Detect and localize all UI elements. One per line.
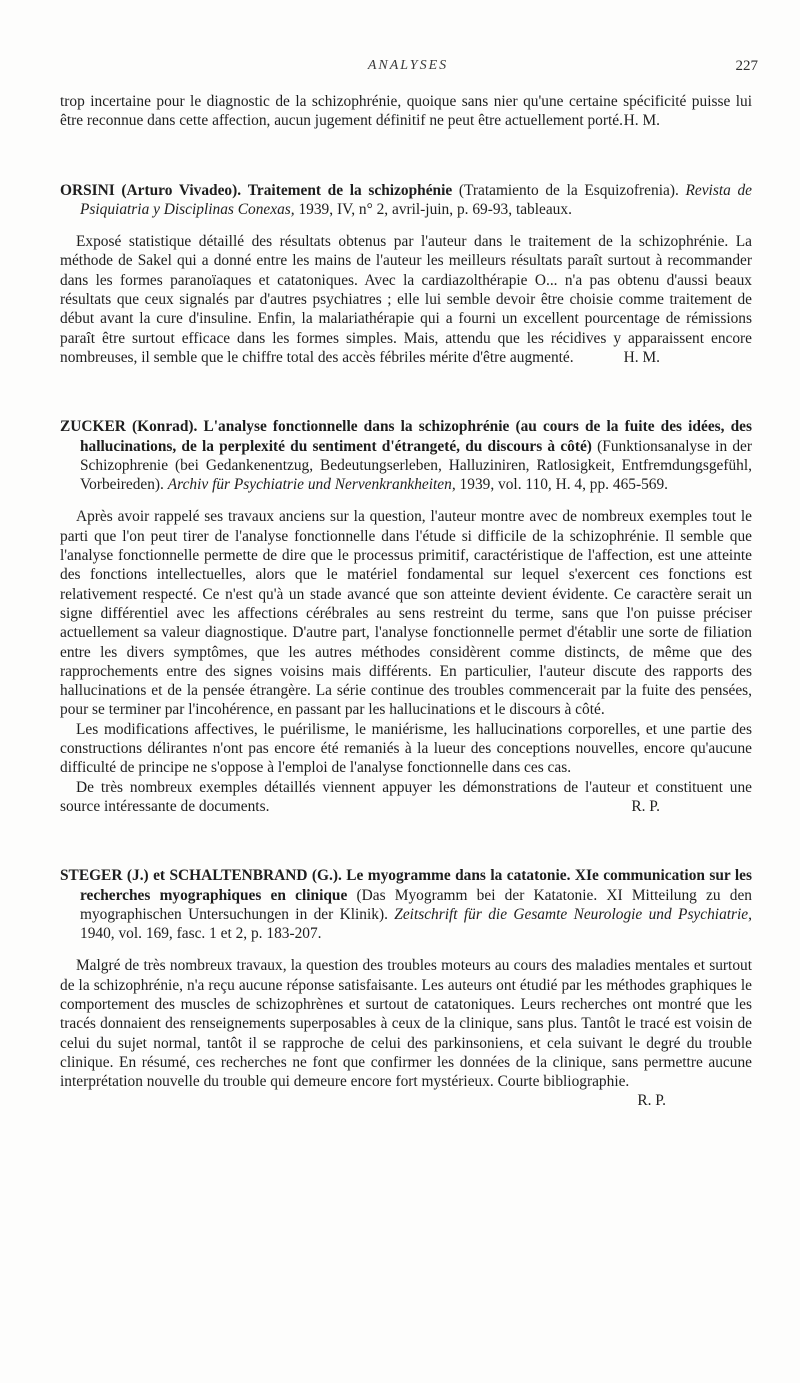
review-entry bbox=[60, 181, 752, 368]
entry-original-title: (Das Myogramm bei der Katatonie. XI Mitteilung zu den myographischen Untersuchungen in der Klinik). bbox=[80, 886, 752, 923]
page-number: 227 bbox=[735, 58, 758, 74]
continued-review bbox=[60, 92, 752, 131]
entry-paragraph-text: De très nombreux exemples détaillés viennent appuyer les démonstrations de l'auteur et constituent une source intéressante de documents. bbox=[60, 778, 752, 815]
page-body bbox=[60, 92, 752, 1111]
entry-paragraph: Après avoir rappelé ses travaux anciens sur la question, l'auteur montre avec de nombreux exemples tout le parti que l'on peut tirer de l'analyse fonctionnelle dans l'étude si difficile de la schizophrénie. Il semble que l'analyse fonctionnelle permette de dire que le processus primitif, caractéristique de l'affection, est une atteinte des fonctions intellectuelles, alors que le matériel fondamental sur lequel s'exercent ces fonctions est relativement respecté. Ce n'est qu'à un stade avancé que son atteinte devient évidente. Ce caractère serait un signe différentiel avec les affections cérébrales au sens restreint du terme, sans que l'on puisse préciser actuellement sa valeur diagnostique. D'autre part, l'analyse fonctionnelle permet d'établir une sorte de filiation entre les divers symptômes, que les autres méthodes considèrent comme distincts, de même que des rapprochements entre des signes voisins mais différents. En particulier, l'auteur discute des rapports des hallucinations et de la pensée étrangère. La série continue des troubles commencerait par la fuite des pensées, pour se terminer par l'incohérence, en passant par les hallucinations et le discours à côté. bbox=[60, 508, 752, 719]
review-signature: H. M. bbox=[623, 348, 660, 366]
entry-title: Le myogramme dans la catatonie. XIe communication sur les recherches myographiques en clinique bbox=[80, 867, 753, 904]
entry-title: L'analyse fonctionnelle dans la schizophrénie (au cours de la fuite des idées, des hallucinations, de la perplexité du sentiment d'étrangeté, du discours à côté) bbox=[80, 418, 752, 455]
running-title: ANALYSES bbox=[367, 58, 449, 73]
entry-author: STEGER (J.) et SCHALTENBRAND (G.). bbox=[60, 867, 342, 885]
review-signature: R. P. bbox=[631, 797, 660, 815]
entry-author: ZUCKER (Konrad). bbox=[60, 418, 198, 436]
entry-paragraph bbox=[60, 778, 752, 817]
entry-paragraph-text: Exposé statistique détaillé des résultats obtenus par l'auteur dans le traitement de la schizophrénie. La méthode de Sakel qui a donné entre les mains de l'auteur les meilleurs résultats paraît surtout à recommander dans les formes paranoïaques et catatoniques. Avec la cardiazolthérapie O... n'a pas obtenu d'aussi beaux résultats que ceux signalés par d'autres psychiatres ; elle lui semble devoir être choisie comme traitement de début avant la cure d'insuline. Enfin, la malariathérapie qui a fourni un excellent pourcentage de rémissions paraît être surtout efficace dans les formes simples. Mais, attendu que les récidives y apparaissent encore nombreuses, il semble que le chiffre total des accès fébriles mérite d'être augmenté. bbox=[60, 233, 752, 366]
entry-reference: 1939, vol. 110, H. 4, pp. 465-569. bbox=[459, 476, 669, 494]
entry-reference: 1939, IV, n° 2, avril-juin, p. 69-93, tableaux. bbox=[298, 200, 572, 218]
entry-citation bbox=[60, 181, 752, 220]
entry-author: ORSINI (Arturo Vivadeo). bbox=[60, 181, 242, 199]
entry-original-title: (Tratamiento de la Esquizofrenia). bbox=[458, 181, 679, 199]
entry-paragraph: Malgré de très nombreux travaux, la question des troubles moteurs au cours des maladies mentales et surtout de la schizophrénie, n'a reçu aucune réponse satisfaisante. Les auteurs ont étudié par les méthodes graphiques le comportement des muscles de schizophrènes et surtout de catatoniques. Leurs recherches ont montré que les tracés donnaient des renseignements superposables à ceux de la clinique, sans plus. Tantôt le tracé est voisin de celui du sujet normal, tantôt il se rapproche de celui des parkinsoniens, et cela suivant le degré du trouble clinique. En résumé, ces recherches ne font que confirmer les données de la clinique, sans permettre aucune interprétation nouvelle du trouble qui demeure encore fort mystérieux. Courte bibliographie. bbox=[60, 957, 752, 1091]
entry-paragraph: Les modifications affectives, le puérilisme, le maniérisme, les hallucinations corporelles, et une partie des constructions délirantes n'ont pas encore été remaniés à la lueur des conceptions nouvelles, encore qu'aucune difficulté de principe ne s'oppose à l'emploi de l'analyse fonctionnelle dans ces cas. bbox=[60, 720, 752, 777]
continued-text-body: trop incertaine pour le diagnostic de la schizophrénie, quoique sans nier qu'une certaine spécificité puisse lui être reconnue dans cette affection, aucun jugement définitif ne peut être actuellement porté. bbox=[60, 93, 752, 130]
entry-citation bbox=[60, 866, 752, 943]
entry-original-title: (Funktionsanalyse in der Schizophrenie (bei Gedankenentzug, Bedeutungserleben, Halluziniren, Ratlosigkeit, Entfremdungsgefühl, Vorbeireden). bbox=[80, 437, 753, 494]
entry-journal: Zeitschrift für die Gesamte Neurologie und Psychiatrie, bbox=[394, 905, 752, 923]
entry-citation bbox=[60, 417, 752, 494]
entry-journal: Revista de Psiquiatria y Disciplinas Conexas, bbox=[80, 181, 752, 218]
review-entry bbox=[60, 417, 752, 816]
review-signature: H. M. bbox=[623, 112, 660, 130]
running-header bbox=[58, 50, 758, 78]
entry-reference: 1940, vol. 169, fasc. 1 et 2, p. 183-207. bbox=[80, 925, 322, 943]
review-signature: R. P. bbox=[637, 1092, 666, 1110]
entry-journal: Archiv für Psychiatrie und Nervenkrankheiten, bbox=[167, 476, 456, 494]
entry-paragraph bbox=[60, 232, 752, 367]
continued-text bbox=[60, 92, 752, 131]
entry-title: Traitement de la schizophénie bbox=[247, 181, 453, 199]
review-entry bbox=[60, 866, 752, 1111]
